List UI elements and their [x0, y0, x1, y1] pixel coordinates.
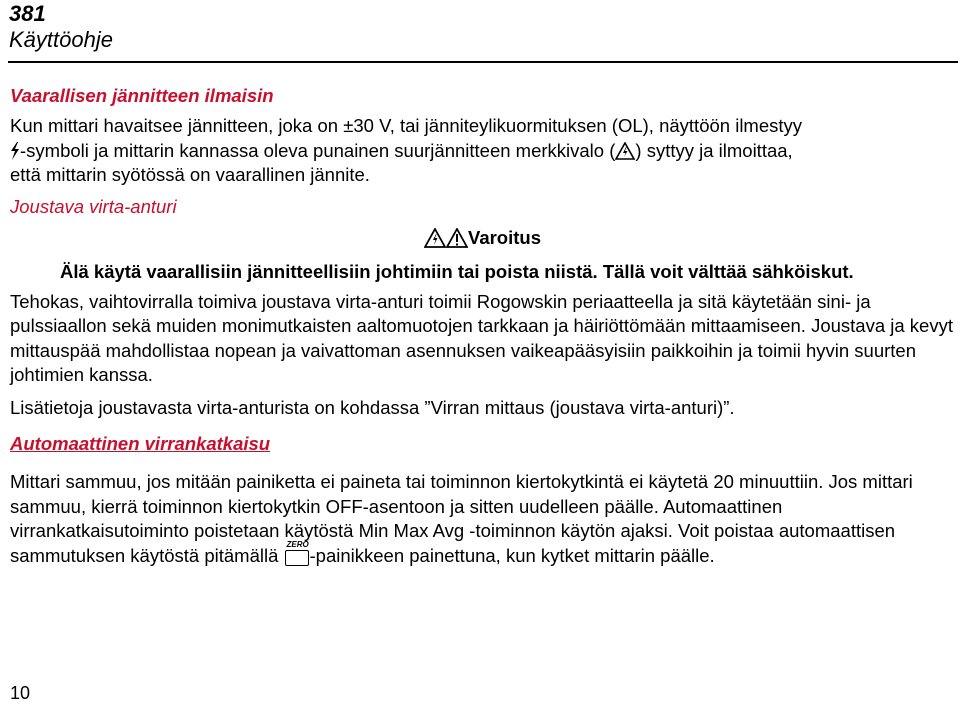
document-title: Käyttöohje	[9, 27, 113, 52]
warning-label: Varoitus	[468, 226, 541, 248]
header-divider	[8, 61, 958, 63]
hazard-text-2: -symboli ja mittarin kannassa oleva punainen suurjännitteen merkkivalo (	[20, 139, 616, 161]
page-header	[9, 2, 113, 54]
apo-paragraph	[10, 470, 955, 568]
hazard-text-3: ) syttyy ja ilmoittaa,	[635, 139, 793, 161]
high-voltage-triangle-icon	[615, 142, 635, 160]
hazard-heading: Vaarallisen jännitteen ilmaisin	[10, 85, 274, 106]
iflex-reference: Lisätietoja joustavasta virta-anturista on kohdassa ”Virran mittaus (joustava virta-anturi)”.	[10, 396, 735, 418]
model-number: 381	[9, 1, 46, 26]
hazard-bolt-icon	[10, 142, 20, 160]
iflex-heading: Joustava virta-anturi	[10, 195, 177, 217]
hazard-text-4: että mittarin syötössä on vaarallinen jännite.	[10, 164, 370, 185]
page-number: 10	[10, 683, 31, 703]
apo-text-2: -painikkeen painettuna, kun kytket mittarin päälle.	[309, 544, 715, 566]
page-content	[10, 84, 955, 568]
zero-button-icon	[284, 539, 310, 566]
caution-triangle-icon	[446, 228, 468, 248]
warning-text: Älä käytä vaarallisiin jännitteellisiin johtimiin tai poista niistä. Tällä voit välttää sähköiskut.	[60, 260, 854, 282]
high-voltage-triangle-icon	[424, 228, 446, 248]
iflex-paragraph: Tehokas, vaihtovirralla toimiva joustava virta-anturi toimii Rogowskin periaatteella ja sitä käytetään sini- ja pulssiaallon sekä muiden monimutkaisten aaltomuotojen tarkkaan ja häiriöttömään mittaamiseen. Joustava ja kevyt mittauspää mahdollistaa nopean ja vaivattoman asennuksen vaikeapääsyisiin paikkoihin ja toimii hyvin suurten johtimien kanssa.	[10, 290, 953, 385]
hazard-paragraph	[10, 114, 955, 188]
apo-heading: Automaattinen virrankatkaisu	[10, 433, 271, 454]
zero-key-label: ZERO	[286, 539, 309, 549]
warning-title	[10, 225, 955, 251]
hazard-text-1: Kun mittari havaitsee jännitteen, joka on ±30 V, tai jänniteylikuormituksen (OL), näyttöön ilmestyy	[10, 115, 803, 136]
apo-text-1: Mittari sammuu, jos mitään painiketta ei paineta tai toiminnon kiertokytkintä ei käytetä 20 minuuttiin. Jos mittari sammuu, kierrä toiminnon kiertokytkin OFF-asentoon ja sitten uudelleen päälle. Automaattinen virrankatkaisutoiminto poistetaan käytöstä Min Max Avg -toiminnon käytön ajaksi. Voit poistaa automaattisen sammutuksen käytöstä pitämällä	[10, 471, 913, 566]
